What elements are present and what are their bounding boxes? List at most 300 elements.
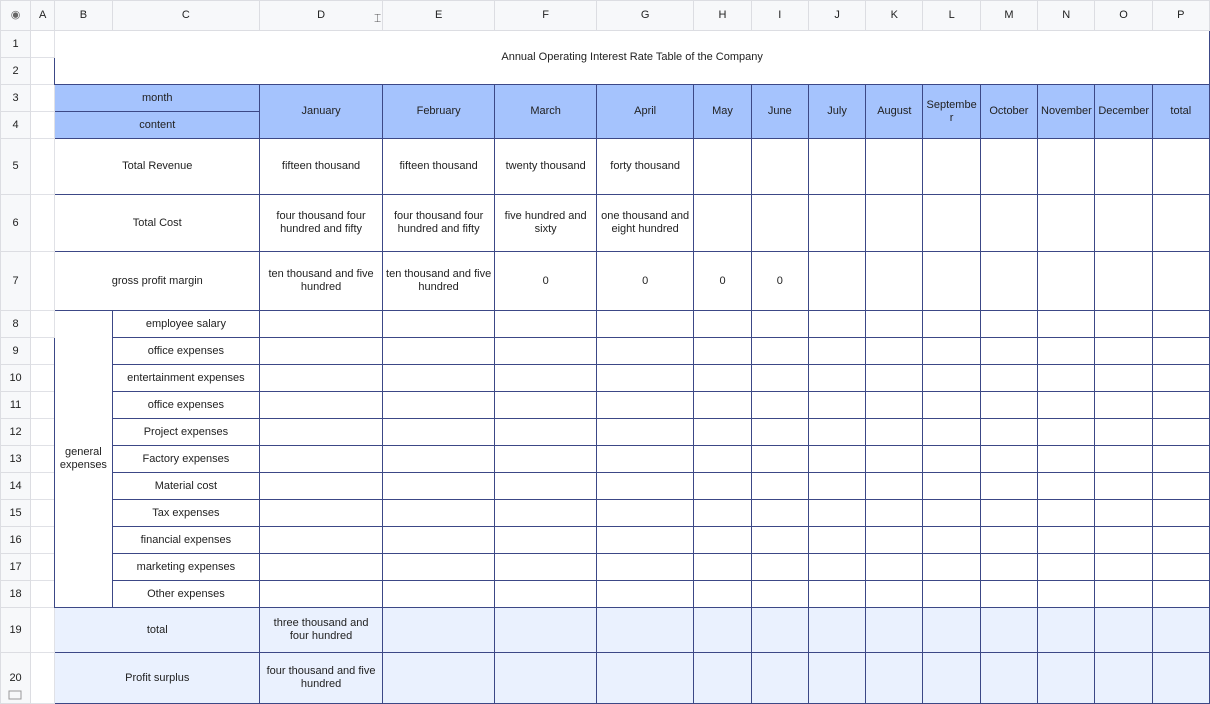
data-cell[interactable] bbox=[1095, 419, 1152, 446]
row-header-19[interactable]: 19 bbox=[1, 608, 31, 653]
data-cell[interactable] bbox=[923, 392, 980, 419]
data-cell[interactable] bbox=[1152, 195, 1209, 252]
data-cell[interactable] bbox=[923, 446, 980, 473]
data-cell[interactable] bbox=[495, 446, 597, 473]
data-cell[interactable] bbox=[1152, 252, 1209, 311]
row-header-2[interactable]: 2 bbox=[1, 58, 31, 85]
data-cell[interactable] bbox=[694, 446, 751, 473]
select-all-corner[interactable] bbox=[1, 1, 31, 31]
data-cell[interactable] bbox=[1038, 338, 1095, 365]
data-cell[interactable]: one thousand and eight hundred bbox=[596, 195, 693, 252]
data-cell[interactable] bbox=[382, 338, 495, 365]
data-cell[interactable] bbox=[495, 365, 597, 392]
data-cell[interactable] bbox=[694, 338, 751, 365]
data-cell[interactable] bbox=[1095, 446, 1152, 473]
data-cell[interactable]: four thousand and five hundred bbox=[260, 653, 383, 704]
data-cell[interactable] bbox=[382, 608, 495, 653]
data-cell[interactable] bbox=[923, 581, 980, 608]
data-cell[interactable] bbox=[751, 527, 808, 554]
data-cell[interactable] bbox=[808, 419, 865, 446]
data-cell[interactable] bbox=[1152, 392, 1209, 419]
data-cell[interactable] bbox=[1095, 338, 1152, 365]
data-cell[interactable] bbox=[1038, 527, 1095, 554]
row-label-cell[interactable]: Total Revenue bbox=[55, 139, 260, 195]
data-cell[interactable] bbox=[596, 338, 693, 365]
data-cell[interactable]: three thousand and four hundred bbox=[260, 608, 383, 653]
data-cell[interactable] bbox=[923, 554, 980, 581]
data-cell[interactable] bbox=[808, 392, 865, 419]
data-cell[interactable] bbox=[808, 608, 865, 653]
cell-a5[interactable] bbox=[31, 139, 55, 195]
data-cell[interactable]: ten thousand and five hundred bbox=[260, 252, 383, 311]
data-cell[interactable] bbox=[694, 195, 751, 252]
sheet-title[interactable]: Annual Operating Interest Rate Table of the Company bbox=[55, 31, 1210, 85]
data-cell[interactable] bbox=[1038, 311, 1095, 338]
data-cell[interactable] bbox=[596, 653, 693, 704]
eye-icon: ◉ bbox=[10, 9, 21, 21]
data-cell[interactable]: fifteen thousand bbox=[260, 139, 383, 195]
data-cell[interactable] bbox=[980, 338, 1037, 365]
row-header-15[interactable]: 15 bbox=[1, 500, 31, 527]
data-cell[interactable] bbox=[382, 311, 495, 338]
column-header-k[interactable]: K bbox=[866, 1, 923, 31]
cell-a6[interactable] bbox=[31, 195, 55, 252]
data-cell[interactable] bbox=[808, 338, 865, 365]
cell-a14[interactable] bbox=[31, 473, 55, 500]
data-cell[interactable] bbox=[596, 365, 693, 392]
cell-a17[interactable] bbox=[31, 554, 55, 581]
data-cell[interactable] bbox=[260, 554, 383, 581]
data-cell[interactable] bbox=[808, 581, 865, 608]
month-header-cell[interactable]: April bbox=[596, 85, 693, 139]
column-header-l[interactable]: L bbox=[923, 1, 980, 31]
data-cell[interactable] bbox=[382, 554, 495, 581]
data-cell[interactable] bbox=[923, 365, 980, 392]
data-cell[interactable] bbox=[980, 473, 1037, 500]
data-cell[interactable] bbox=[1152, 446, 1209, 473]
data-cell[interactable] bbox=[1095, 392, 1152, 419]
data-cell[interactable] bbox=[1038, 608, 1095, 653]
cell-a12[interactable] bbox=[31, 419, 55, 446]
data-cell[interactable] bbox=[751, 392, 808, 419]
data-cell[interactable] bbox=[751, 554, 808, 581]
row-header-3[interactable]: 3 bbox=[1, 85, 31, 112]
column-header-m[interactable]: M bbox=[980, 1, 1037, 31]
data-cell[interactable] bbox=[596, 419, 693, 446]
data-cell[interactable] bbox=[382, 653, 495, 704]
total-header-cell[interactable]: total bbox=[1152, 85, 1209, 139]
data-cell[interactable] bbox=[1152, 500, 1209, 527]
column-header-j[interactable]: J bbox=[808, 1, 865, 31]
data-cell[interactable] bbox=[382, 419, 495, 446]
data-cell[interactable] bbox=[495, 581, 597, 608]
row-header-20[interactable]: 20 bbox=[1, 653, 31, 704]
data-cell[interactable] bbox=[495, 527, 597, 554]
data-cell[interactable] bbox=[808, 527, 865, 554]
data-cell[interactable] bbox=[923, 338, 980, 365]
data-cell[interactable] bbox=[694, 365, 751, 392]
expense-item-cell[interactable]: entertainment expenses bbox=[112, 365, 260, 392]
expense-item-cell[interactable]: office expenses bbox=[112, 338, 260, 365]
row-header-4[interactable]: 4 bbox=[1, 112, 31, 139]
data-cell[interactable] bbox=[495, 608, 597, 653]
select-all-rows-icon[interactable] bbox=[8, 690, 22, 700]
data-cell[interactable] bbox=[1038, 446, 1095, 473]
data-cell[interactable] bbox=[495, 419, 597, 446]
data-cell[interactable] bbox=[866, 473, 923, 500]
footer-label-cell[interactable]: total bbox=[55, 608, 260, 653]
data-cell[interactable] bbox=[808, 446, 865, 473]
data-cell[interactable] bbox=[1038, 392, 1095, 419]
data-cell[interactable] bbox=[1038, 581, 1095, 608]
column-header-g[interactable]: G bbox=[596, 1, 693, 31]
column-header-p[interactable]: P bbox=[1152, 1, 1209, 31]
data-cell[interactable]: twenty thousand bbox=[495, 139, 597, 195]
month-header-cell[interactable]: July bbox=[808, 85, 865, 139]
data-cell[interactable] bbox=[923, 473, 980, 500]
month-header-cell[interactable]: January bbox=[260, 85, 383, 139]
month-header-cell[interactable]: August bbox=[866, 85, 923, 139]
data-cell[interactable] bbox=[495, 500, 597, 527]
row-header-6[interactable]: 6 bbox=[1, 195, 31, 252]
data-cell[interactable] bbox=[1152, 311, 1209, 338]
data-cell[interactable] bbox=[751, 139, 808, 195]
row-header-5[interactable]: 5 bbox=[1, 139, 31, 195]
data-cell[interactable] bbox=[260, 446, 383, 473]
data-cell[interactable] bbox=[1038, 139, 1095, 195]
data-cell[interactable] bbox=[808, 653, 865, 704]
data-cell[interactable] bbox=[694, 473, 751, 500]
cell-a16[interactable] bbox=[31, 527, 55, 554]
expense-item-cell[interactable]: marketing expenses bbox=[112, 554, 260, 581]
data-cell[interactable] bbox=[1152, 139, 1209, 195]
expense-item-cell[interactable]: financial expenses bbox=[112, 527, 260, 554]
data-cell[interactable] bbox=[1152, 554, 1209, 581]
column-header-e[interactable]: E bbox=[382, 1, 495, 31]
row-header-17[interactable]: 17 bbox=[1, 554, 31, 581]
data-cell[interactable] bbox=[382, 581, 495, 608]
cell-a4[interactable] bbox=[31, 112, 55, 139]
general-expenses-label-cell[interactable]: general expenses bbox=[55, 311, 112, 608]
data-cell[interactable] bbox=[866, 446, 923, 473]
data-cell[interactable] bbox=[382, 446, 495, 473]
data-cell[interactable] bbox=[596, 473, 693, 500]
column-header-f[interactable]: F bbox=[495, 1, 597, 31]
data-cell[interactable] bbox=[751, 446, 808, 473]
data-cell[interactable] bbox=[260, 365, 383, 392]
data-cell[interactable] bbox=[866, 500, 923, 527]
expense-item-cell[interactable]: employee salary bbox=[112, 311, 260, 338]
data-cell[interactable]: four thousand four hundred and fifty bbox=[382, 195, 495, 252]
row-header-10[interactable]: 10 bbox=[1, 365, 31, 392]
cell-a18[interactable] bbox=[31, 581, 55, 608]
data-cell[interactable] bbox=[694, 527, 751, 554]
column-header-a[interactable]: A bbox=[31, 1, 55, 31]
row-header-8[interactable]: 8 bbox=[1, 311, 31, 338]
data-cell[interactable] bbox=[808, 252, 865, 311]
data-cell[interactable] bbox=[808, 195, 865, 252]
data-cell[interactable] bbox=[980, 195, 1037, 252]
cell-a2[interactable] bbox=[31, 58, 55, 85]
column-header-b[interactable]: B bbox=[55, 1, 112, 31]
data-cell[interactable] bbox=[1095, 365, 1152, 392]
data-cell[interactable] bbox=[495, 554, 597, 581]
row-header-18[interactable]: 18 bbox=[1, 581, 31, 608]
data-cell[interactable] bbox=[1095, 195, 1152, 252]
data-cell[interactable] bbox=[866, 365, 923, 392]
row-label-cell[interactable]: Total Cost bbox=[55, 195, 260, 252]
data-cell[interactable] bbox=[1152, 608, 1209, 653]
cell-a8[interactable] bbox=[31, 311, 55, 338]
cell-a13[interactable] bbox=[31, 446, 55, 473]
column-header-d[interactable]: D bbox=[260, 1, 383, 31]
data-cell[interactable] bbox=[808, 139, 865, 195]
data-cell[interactable]: forty thousand bbox=[596, 139, 693, 195]
data-cell[interactable] bbox=[694, 139, 751, 195]
data-cell[interactable] bbox=[1095, 653, 1152, 704]
data-cell[interactable] bbox=[866, 608, 923, 653]
data-cell[interactable] bbox=[495, 392, 597, 419]
data-cell[interactable] bbox=[596, 608, 693, 653]
data-cell[interactable] bbox=[495, 473, 597, 500]
data-cell[interactable] bbox=[808, 311, 865, 338]
column-header-h[interactable]: H bbox=[694, 1, 751, 31]
data-cell[interactable] bbox=[1038, 252, 1095, 311]
data-cell[interactable] bbox=[694, 608, 751, 653]
data-cell[interactable] bbox=[980, 608, 1037, 653]
data-cell[interactable] bbox=[260, 419, 383, 446]
data-cell[interactable] bbox=[923, 311, 980, 338]
data-cell[interactable] bbox=[751, 581, 808, 608]
data-cell[interactable] bbox=[866, 195, 923, 252]
data-cell[interactable] bbox=[980, 527, 1037, 554]
row-header-1[interactable]: 1 bbox=[1, 31, 31, 58]
data-cell[interactable] bbox=[980, 653, 1037, 704]
cell-a1[interactable] bbox=[31, 31, 55, 58]
data-cell[interactable] bbox=[1095, 527, 1152, 554]
row-label-cell[interactable]: gross profit margin bbox=[55, 252, 260, 311]
data-cell[interactable] bbox=[1152, 365, 1209, 392]
data-cell[interactable] bbox=[923, 419, 980, 446]
data-cell[interactable] bbox=[751, 419, 808, 446]
data-cell[interactable] bbox=[751, 365, 808, 392]
data-cell[interactable] bbox=[1095, 554, 1152, 581]
cell-a10[interactable] bbox=[31, 365, 55, 392]
row-header-7[interactable]: 7 bbox=[1, 252, 31, 311]
data-cell[interactable] bbox=[694, 554, 751, 581]
data-cell[interactable]: 0 bbox=[596, 252, 693, 311]
cell-a7[interactable] bbox=[31, 252, 55, 311]
data-cell[interactable] bbox=[260, 527, 383, 554]
data-cell[interactable] bbox=[1038, 554, 1095, 581]
data-cell[interactable] bbox=[382, 473, 495, 500]
data-cell[interactable] bbox=[596, 446, 693, 473]
data-cell[interactable] bbox=[694, 392, 751, 419]
data-cell[interactable] bbox=[980, 392, 1037, 419]
data-cell[interactable]: ten thousand and five hundred bbox=[382, 252, 495, 311]
data-cell[interactable] bbox=[1152, 419, 1209, 446]
data-cell[interactable] bbox=[495, 653, 597, 704]
data-cell[interactable] bbox=[596, 500, 693, 527]
month-header-cell[interactable]: May bbox=[694, 85, 751, 139]
row-header-14[interactable]: 14 bbox=[1, 473, 31, 500]
data-cell[interactable]: 0 bbox=[694, 252, 751, 311]
data-cell[interactable] bbox=[1095, 473, 1152, 500]
cell-a15[interactable] bbox=[31, 500, 55, 527]
month-header-cell[interactable]: March bbox=[495, 85, 597, 139]
expense-item-cell[interactable]: Project expenses bbox=[112, 419, 260, 446]
month-header-cell[interactable]: June bbox=[751, 85, 808, 139]
data-cell[interactable] bbox=[808, 473, 865, 500]
row-header-9[interactable]: 9 bbox=[1, 338, 31, 365]
month-header-cell[interactable]: November bbox=[1038, 85, 1095, 139]
data-cell[interactable] bbox=[980, 252, 1037, 311]
data-cell[interactable] bbox=[1038, 653, 1095, 704]
data-cell[interactable] bbox=[866, 419, 923, 446]
data-cell[interactable]: 0 bbox=[495, 252, 597, 311]
data-cell[interactable] bbox=[866, 252, 923, 311]
data-cell[interactable] bbox=[751, 473, 808, 500]
month-header-cell[interactable]: December bbox=[1095, 85, 1152, 139]
data-cell[interactable] bbox=[1152, 527, 1209, 554]
data-cell[interactable] bbox=[382, 500, 495, 527]
month-label-cell[interactable]: month bbox=[55, 85, 260, 112]
data-cell[interactable] bbox=[495, 338, 597, 365]
data-cell[interactable] bbox=[923, 653, 980, 704]
data-cell[interactable] bbox=[1152, 653, 1209, 704]
data-cell[interactable] bbox=[866, 653, 923, 704]
data-cell[interactable] bbox=[1095, 608, 1152, 653]
data-cell[interactable] bbox=[495, 311, 597, 338]
data-cell[interactable] bbox=[1095, 500, 1152, 527]
data-cell[interactable] bbox=[260, 500, 383, 527]
content-label-cell[interactable]: content bbox=[55, 112, 260, 139]
row-header-13[interactable]: 13 bbox=[1, 446, 31, 473]
data-cell[interactable] bbox=[694, 419, 751, 446]
data-cell[interactable] bbox=[980, 446, 1037, 473]
data-cell[interactable] bbox=[1152, 473, 1209, 500]
data-cell[interactable] bbox=[382, 392, 495, 419]
data-cell[interactable] bbox=[751, 653, 808, 704]
data-cell[interactable] bbox=[923, 195, 980, 252]
data-cell[interactable] bbox=[866, 311, 923, 338]
data-cell[interactable] bbox=[866, 581, 923, 608]
data-cell[interactable]: four thousand four hundred and fifty bbox=[260, 195, 383, 252]
data-cell[interactable] bbox=[596, 527, 693, 554]
data-cell[interactable] bbox=[260, 311, 383, 338]
data-cell[interactable] bbox=[694, 581, 751, 608]
expense-item-cell[interactable]: Other expenses bbox=[112, 581, 260, 608]
expense-item-cell[interactable]: Tax expenses bbox=[112, 500, 260, 527]
data-cell[interactable] bbox=[1095, 252, 1152, 311]
data-cell[interactable] bbox=[923, 139, 980, 195]
data-cell[interactable] bbox=[980, 365, 1037, 392]
data-cell[interactable] bbox=[751, 195, 808, 252]
data-cell[interactable] bbox=[382, 365, 495, 392]
data-cell[interactable] bbox=[980, 139, 1037, 195]
expense-item-cell[interactable]: Factory expenses bbox=[112, 446, 260, 473]
expense-item-cell[interactable]: Material cost bbox=[112, 473, 260, 500]
data-cell[interactable] bbox=[1038, 500, 1095, 527]
data-cell[interactable] bbox=[260, 581, 383, 608]
footer-label-cell[interactable]: Profit surplus bbox=[55, 653, 260, 704]
data-cell[interactable] bbox=[751, 608, 808, 653]
cell-a11[interactable] bbox=[31, 392, 55, 419]
data-cell[interactable] bbox=[1095, 581, 1152, 608]
column-header-c[interactable]: C bbox=[112, 1, 260, 31]
month-header-cell[interactable]: October bbox=[980, 85, 1037, 139]
month-header-cell[interactable]: February bbox=[382, 85, 495, 139]
data-cell[interactable] bbox=[980, 311, 1037, 338]
column-header-o[interactable]: O bbox=[1095, 1, 1152, 31]
data-cell[interactable] bbox=[980, 419, 1037, 446]
data-cell[interactable] bbox=[260, 473, 383, 500]
data-cell[interactable] bbox=[694, 653, 751, 704]
row-header-11[interactable]: 11 bbox=[1, 392, 31, 419]
data-cell[interactable] bbox=[808, 365, 865, 392]
data-cell[interactable] bbox=[923, 252, 980, 311]
data-cell[interactable] bbox=[1152, 338, 1209, 365]
data-cell[interactable]: fifteen thousand bbox=[382, 139, 495, 195]
data-cell[interactable] bbox=[1152, 581, 1209, 608]
data-cell[interactable] bbox=[923, 608, 980, 653]
row-header-12[interactable]: 12 bbox=[1, 419, 31, 446]
month-header-cell[interactable]: Septembe r bbox=[923, 85, 980, 139]
data-cell[interactable] bbox=[596, 392, 693, 419]
data-cell[interactable] bbox=[866, 338, 923, 365]
data-cell[interactable] bbox=[751, 338, 808, 365]
data-cell[interactable] bbox=[751, 500, 808, 527]
data-cell[interactable] bbox=[1038, 419, 1095, 446]
data-cell[interactable] bbox=[596, 554, 693, 581]
data-cell[interactable] bbox=[866, 554, 923, 581]
cell-a3[interactable] bbox=[31, 85, 55, 112]
data-cell[interactable] bbox=[694, 311, 751, 338]
data-cell[interactable] bbox=[260, 392, 383, 419]
expense-item-cell[interactable]: office expenses bbox=[112, 392, 260, 419]
data-cell[interactable] bbox=[382, 527, 495, 554]
data-cell[interactable] bbox=[596, 311, 693, 338]
data-cell[interactable] bbox=[866, 139, 923, 195]
data-cell[interactable] bbox=[596, 581, 693, 608]
data-cell[interactable]: 0 bbox=[751, 252, 808, 311]
data-cell[interactable] bbox=[866, 527, 923, 554]
cell-a20[interactable] bbox=[31, 653, 55, 704]
data-cell[interactable] bbox=[980, 500, 1037, 527]
data-cell[interactable] bbox=[1038, 473, 1095, 500]
data-cell[interactable] bbox=[1095, 139, 1152, 195]
column-header-n[interactable]: N bbox=[1038, 1, 1095, 31]
column-header-i[interactable]: I bbox=[751, 1, 808, 31]
data-cell[interactable] bbox=[808, 500, 865, 527]
row-header-16[interactable]: 16 bbox=[1, 527, 31, 554]
data-cell[interactable]: five hundred and sixty bbox=[495, 195, 597, 252]
cell-a19[interactable] bbox=[31, 608, 55, 653]
data-cell[interactable] bbox=[1038, 195, 1095, 252]
data-cell[interactable] bbox=[923, 527, 980, 554]
data-cell[interactable] bbox=[694, 500, 751, 527]
data-cell[interactable] bbox=[751, 311, 808, 338]
data-cell[interactable] bbox=[866, 392, 923, 419]
cell-a9[interactable] bbox=[31, 338, 55, 365]
data-cell[interactable] bbox=[808, 554, 865, 581]
data-cell[interactable] bbox=[980, 554, 1037, 581]
data-cell[interactable] bbox=[1095, 311, 1152, 338]
data-cell[interactable] bbox=[1038, 365, 1095, 392]
data-cell[interactable] bbox=[260, 338, 383, 365]
data-cell[interactable] bbox=[980, 581, 1037, 608]
data-cell[interactable] bbox=[923, 500, 980, 527]
